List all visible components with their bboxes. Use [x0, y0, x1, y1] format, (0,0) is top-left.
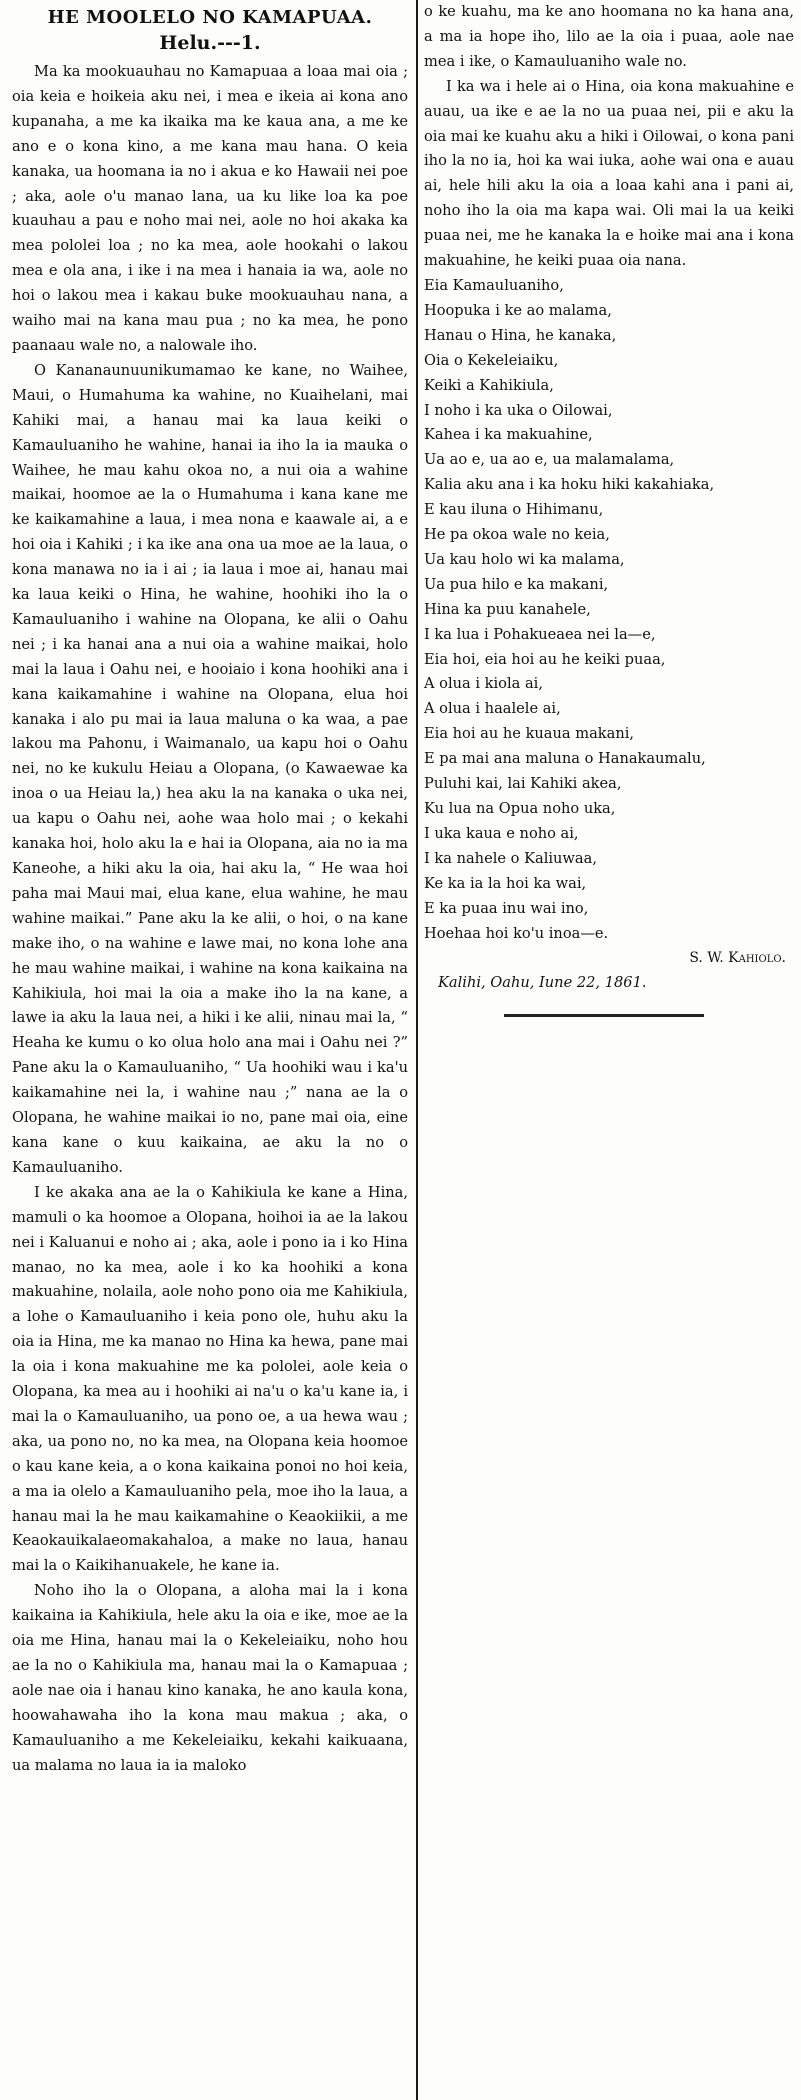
end-rule: [504, 1014, 704, 1017]
chant-line: Eia hoi au he kuaua makani,: [424, 725, 635, 743]
chant-line: Hoopuka i ke ao malama,: [424, 301, 612, 319]
chant-line: I ka lua i Pohakueaea nei la—e,: [424, 625, 656, 643]
chant-line: Eia hoi, eia hoi au he keiki puaa,: [424, 650, 666, 668]
chant-line: He pa okoa wale no keia,: [424, 526, 610, 544]
continued-paragraph: o ke kuahu, ma ke ano hoomana no ka hana ana, a ma ia hope iho, lilo ae la oia i puaa, aole nae mea i ike, o Kamauluaniho wale no.: [424, 3, 794, 70]
column-divider: [416, 0, 418, 2100]
left-column: [12, 6, 408, 1779]
chant-line: Ke ka ia la hoi ka wai,: [424, 874, 587, 892]
chant-line: Eia Kamauluaniho,: [424, 276, 564, 294]
chant-line: A olua i kiola ai,: [424, 675, 543, 693]
chant-line: Keiki a Kahikiula,: [424, 376, 554, 394]
author-signature: S. W. Kahiolo.: [689, 950, 786, 967]
article-subtitle: Helu.---1.: [159, 32, 261, 54]
dateline: Kalihi, Oahu, Iune 22, 1861.: [438, 974, 647, 992]
chant-line: Ku lua na Opua noho uka,: [424, 800, 616, 817]
chant-line: Kahea i ka makuahine,: [424, 426, 593, 444]
chant-line: Hoehaa hoi ko'u inoa—e.: [424, 924, 609, 942]
paragraph-2: O Kananaunuunikumamao ke kane, no Waihee, Maui, o Humahuma ka wahine, no Kuaihelani, mai Kahiki mai, a hanau mai ka laua keiki o Kamauluaniho he wahine, hanai ia iho la ia mauka o Waihee, he mau kahu okoa no, a nui oia a wahine maikai, hoomoe ae la o Humahuma i kana kane me ke kaikamahine a laua, i mea nona e kaawale ai, a e hoi oia i Kahiki ; i ka ike ana ona ua moe ae la laua, o kona manawa no ia i ai ; ia laua i moe ai, hanau mai ka laua keiki o Hina, he wahine, hoohiki iho la o Kamauluaniho i wahine na Olopana, ke alii o Oahu nei ; i ka hanai ana a nui oia a wahine maikai, holo mai la laua i Oahu nei, e hooiaio i kona hoohiki ana i kana kaikamahine i wahine na Olopana, elua hoi kanaka i alo pu mai ia laua maluna o ka waa, a pae lakou ma Pahonu, i Waimanalo, ua kapu hoi o Oahu nei, no ke kukulu Heiau a Olopana, (o Kawaewae ka inoa o ua Heiau la,) hea aku la na kanaka o uka nei, ua kapu o Oahu nei, aohe waa holo mai ; o kekahi kanaka hoi, holo aku la e hai ia Olopana, aia no ia ma Kaneohe, a hiki aku la oia, hai aku la, “ He waa hoi paha mai Maui mai, elua kane, elua wahine, he mau wahine maikai.” Pane aku la ke alii, o hoi, o na kane make iho, o na wahine e lawe mai, no kona lohe ana he mau wahine maikai, i wahine na kona kaikaina na Kahikiula, hoi mai la oia a make iho la na kane, a lawe ia aku la laua nei, a hiki i ke alii, ninau mai la, “ Heaha ke kumu o ko olua holo ana mai i Oahu nei ?” Pane aku la o Kamauluaniho, “ Ua hoohiki wau i ka'u kaikamahine nei la, i wahine nau ;” nana ae la o Olopana, he wahine maikai io no, pane mai oia, eine kana kane o kuu kaikaina, ae aku la no o Kamauluaniho.: [12, 361, 408, 1176]
paragraph-1: Ma ka mookuauhau no Kamapuaa a loaa mai oia ; oia keia e hoikeia aku nei, i mea e ikeia ai kona ano kupanaha, a me ka ikaika ma ke kaua ana, a me ke ano e o kona kino, a me kana mau hana. O keia kanaka, ua hoomana ia no i akua e ko Hawaii nei poe ; aka, aole o'u manao lana, ua ku like loa ka poe kuauhau a pau e noho mai nei, aole no hoi akaka ka mea pololei loa ; no ka mea, aole hookahi o lakou mea e ola ana, i ike i na mea i hanaia ia wa, aole no hoi o lakou mea i kakau buke mookuauhau nana, a waiho mai na kana mau pua ; no ka mea, he pono paanaau wale no, a nalowale iho.: [12, 63, 408, 354]
paragraph-3: I ke akaka ana ae la o Kahikiula ke kane a Hina, mamuli o ka hoomoe a Olopana, hoihoi ia ae la lakou nei i Kaluanui e noho ai ; aka, aole i pono ia i ko Hina manao, no ka mea, aole i ko ka hoohiki a kona makuahine, nolaila, aole noho pono oia me Kahikiula, a lohe o Kamauluaniho i keia pono ole, huhu aku la oia ia Hina, me ka manao no Hina ka hewa, pane mai la oia i kona makuahine me ka pololei, aole keia o Olopana, ka mea au i hoohiki ai na'u o ka'u kane ia, i mai la o Kamauluaniho, ua pono oe, a ua hewa wau ; aka, ua pono no, no ka mea, na Olopana keia hoomoe o kau kane keia, a o kona kaikaina ponoi no hoi keia, a ma ia olelo a Kamauluaniho pela, moe iho la laua, a hanau mai la he mau kaikamahine o Keaokiikii, a me Keaokauikalaeomakahaloa, a make no laua, hanau mai la o Kaikihanuakele, he kane ia.: [12, 1183, 408, 1575]
chant-line: E kau iluna o Hihimanu,: [424, 501, 604, 519]
chant-line: Kalia aku ana i ka hoku hiki kakahiaka,: [424, 476, 715, 494]
paragraph-5: I ka wa i hele ai o Hina, oia kona makuahine e auau, ua ike e ae la no ua puaa nei, pii e aku la oia mai ke kuahu aku a hiki i Oilowai, o kona pani iho la no ia, hoi ka wai iuka, aohe wai ona e auau ai, hele hili aku la oia a loaa kahi ana i pani ai, noho iho la oia ma kapa wai. Oli mai la ua keiki puaa nei, me he kanaka la e hoike mai ana i kona makuahine, he keiki puaa oia nana.: [424, 77, 794, 270]
paragraph-4: Noho iho la o Olopana, a aloha mai la i kona kaikaina ia Kahikiula, hele aku la oia e ike, moe ae la oia me Hina, hanau mai la o Kekeleiaiku, noho hou ae la no o Kahikiula ma, hanau mai la o Kamapuaa ; aole nae oia i hanau kino kanaka, he ano kaula kona, hoowahawaha iho la kona mau makua ; aka, o Kamauluaniho a me Kekeleiaiku, kekahi kaikuaana, ua malama no laua ia ia maloko: [12, 1582, 408, 1774]
chant-line: Ua kau holo wi ka malama,: [424, 550, 625, 568]
chant-line: I ka nahele o Kaliuwaa,: [424, 849, 597, 867]
chant-line: Ua pua hilo e ka makani,: [424, 575, 609, 593]
chant-line: A olua i haalele ai,: [424, 700, 561, 718]
chant-line: Hina ka puu kanahele,: [424, 600, 591, 618]
chant-line: Puluhi kai, lai Kahiki akea,: [424, 775, 622, 793]
chant-line: Hanau o Hina, he kanaka,: [424, 326, 617, 344]
chant-line: E ka puaa inu wai ino,: [424, 899, 589, 917]
chant: [424, 274, 794, 946]
chant-line: E pa mai ana maluna o Hanakaumalu,: [424, 750, 706, 768]
chant-line: Ua ao e, ua ao e, ua malamalama,: [424, 451, 675, 469]
article-title: HE MOOLELO NO KAMAPUAA.: [47, 7, 373, 28]
chant-line: I noho i ka uka o Oilowai,: [424, 401, 613, 419]
chant-line: Oia o Kekeleiaiku,: [424, 351, 559, 369]
chant-line: I uka kaua e noho ai,: [424, 824, 579, 842]
right-column: [424, 0, 794, 1017]
